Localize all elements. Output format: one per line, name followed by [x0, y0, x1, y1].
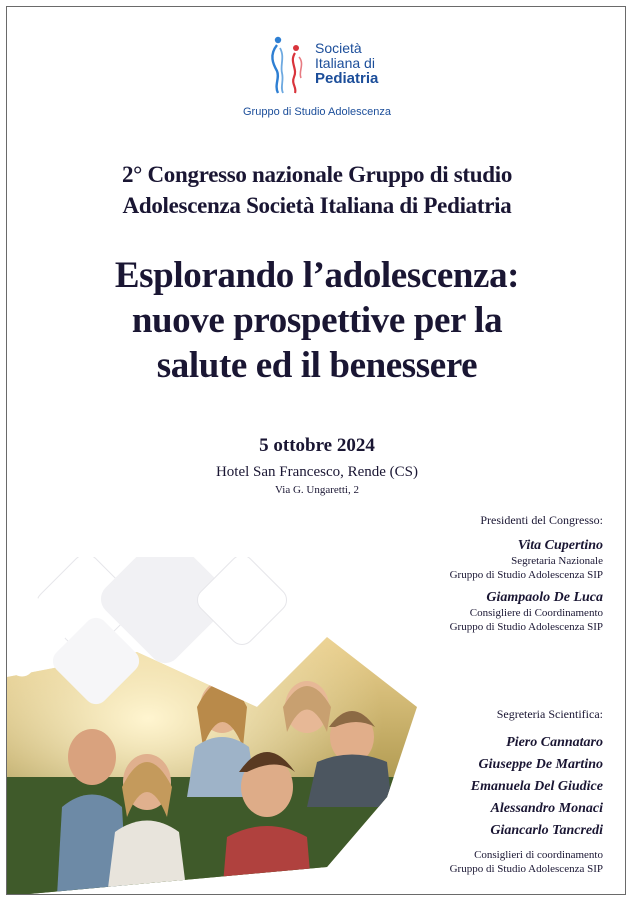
president-group: Gruppo di Studio Adolescenza SIP [449, 621, 603, 633]
event-venue: Hotel San Francesco, Rende (CS) [215, 464, 419, 480]
president-group: Gruppo di Studio Adolescenza SIP [449, 569, 603, 581]
logo-line-1: Società [315, 40, 362, 56]
congress-line-1: 2° Congresso nazionale Gruppo di studio [121, 162, 513, 187]
president-role: Consigliere di Coordinamento [469, 607, 603, 619]
presidents-section [450, 513, 603, 634]
president-name: Vita Cupertino [517, 538, 603, 553]
scientific-member-name: Emanuela Del Giudice [470, 779, 603, 794]
title-line-1: Esplorando l’adolescenza: [114, 255, 520, 296]
title-line-2: nuove prospettive per la [131, 300, 503, 341]
logo-wordmark [315, 41, 378, 86]
logo-line-3: Pediatria [315, 70, 379, 87]
scientific-group: Gruppo di Studio Adolescenza SIP [449, 863, 603, 875]
president-role: Segretaria Nazionale [511, 555, 603, 567]
president-name: Giampaolo De Luca [486, 590, 603, 605]
scientific-member-name: Piero Cannataro [506, 735, 603, 750]
teenagers-photo-collage [7, 557, 477, 895]
scientific-member-name: Alessandro Monaci [490, 801, 603, 816]
pediatric-figures-logo-icon [265, 31, 315, 97]
study-group-label: Gruppo di Studio Adolescenza [243, 106, 391, 118]
congress-line-2: Adolescenza Società Italiana di Pediatria [122, 193, 512, 218]
scientific-member-name: Giancarlo Tancredi [490, 823, 603, 838]
scientific-secretariat-section [450, 707, 603, 876]
scientific-member-name: Giuseppe De Martino [478, 757, 603, 772]
title-line-3: salute ed il benessere [156, 345, 478, 386]
event-address: Via G. Ungaretti, 2 [275, 484, 359, 496]
sip-logo [265, 31, 405, 97]
presidents-label: Presidenti del Congresso: [480, 513, 603, 527]
scientific-label: Segreteria Scientifica: [496, 707, 603, 721]
main-title [7, 253, 626, 388]
scientific-role: Consiglieri di coordinamento [474, 849, 603, 861]
event-date: 5 ottobre 2024 [259, 435, 375, 456]
congress-heading [7, 159, 626, 221]
page-frame [6, 6, 626, 895]
logo-line-2: Italiana di [315, 55, 375, 71]
